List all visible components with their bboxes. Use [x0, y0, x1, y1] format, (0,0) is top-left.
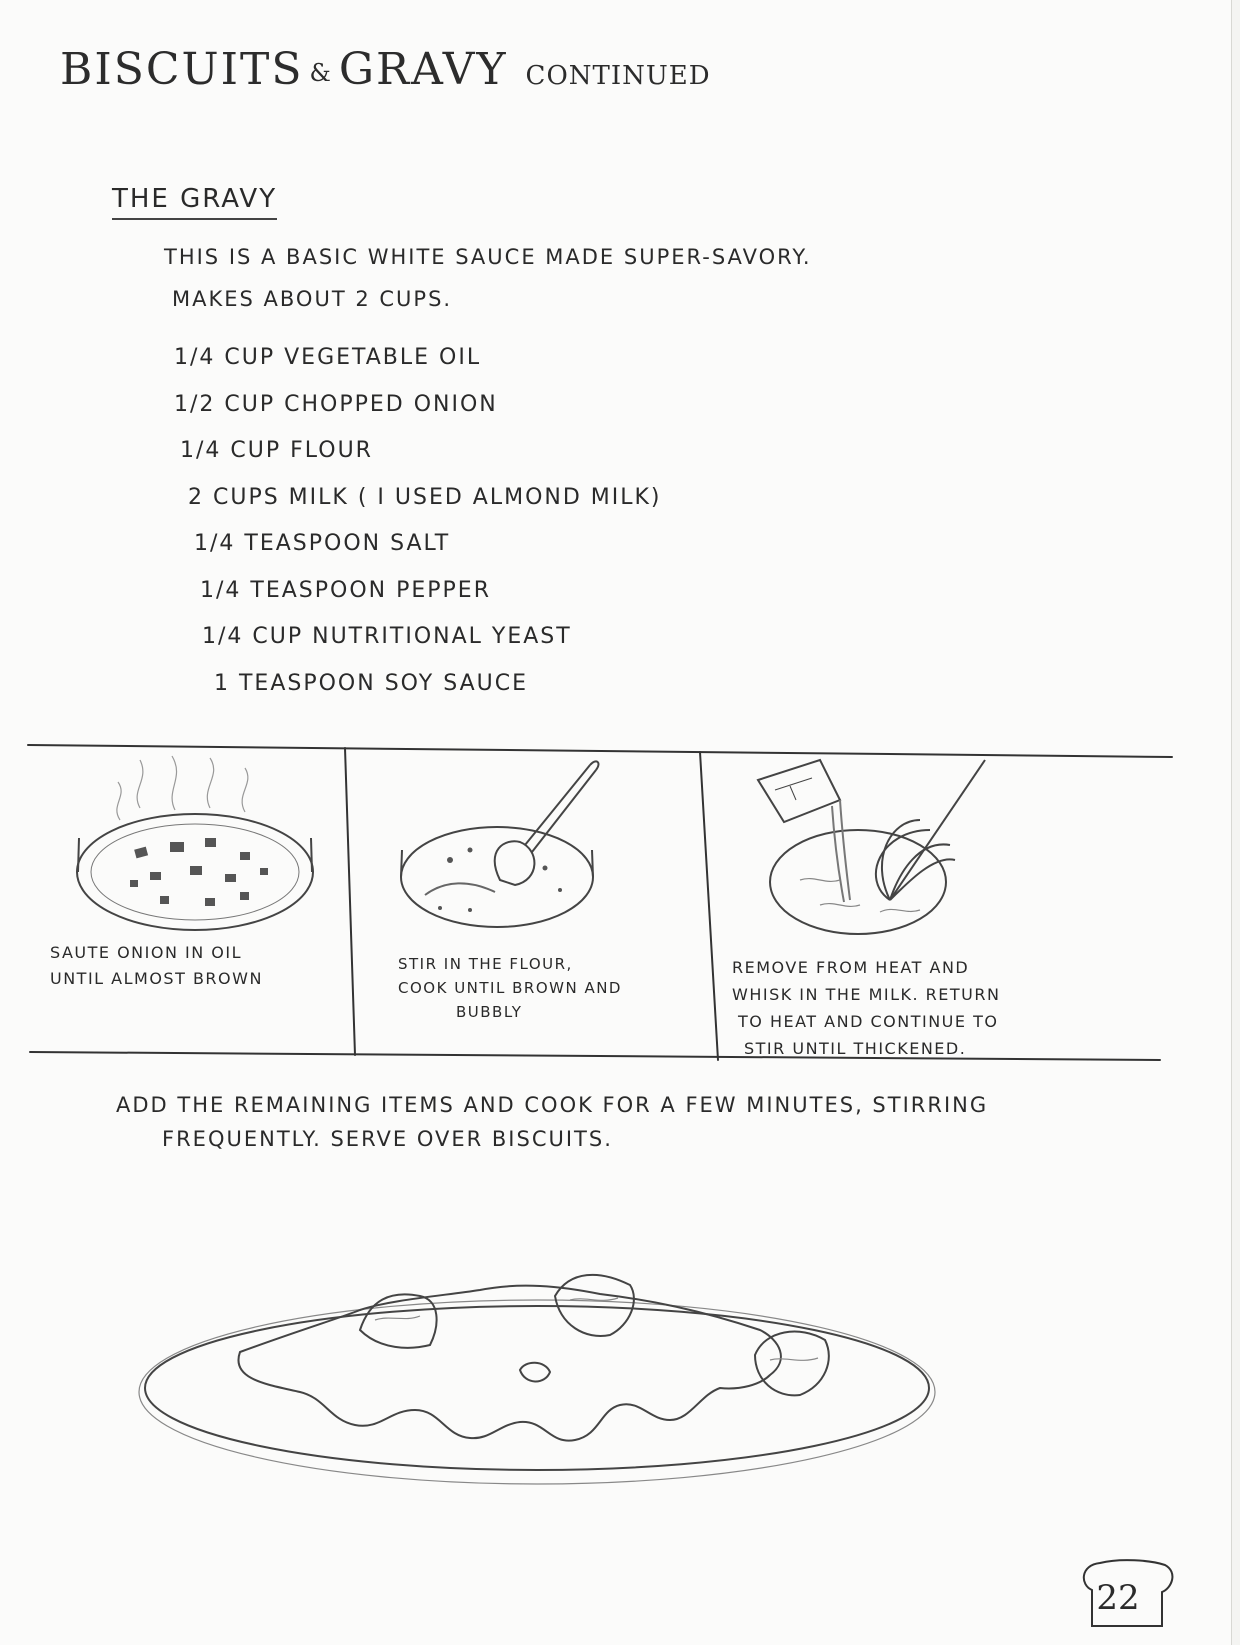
- page-number: 22: [1096, 1578, 1140, 1618]
- ingredient-item: 1/2 CUP CHOPPED ONION: [174, 391, 498, 417]
- ingredient-item: 1/4 CUP FLOUR: [180, 438, 373, 463]
- closing-line-2: FREQUENTLY. SERVE OVER BISCUITS.: [162, 1127, 613, 1151]
- step-3-caption: [732, 954, 1000, 1062]
- intro-line-1: THIS IS A BASIC WHITE SAUCE MADE SUPER-SAVORY.: [164, 245, 812, 269]
- step-2-line-2: COOK UNTIL BROWN AND: [398, 979, 622, 997]
- title-continued: CONTINUED: [525, 61, 711, 91]
- section-intro: [164, 236, 812, 320]
- section-title: THE GRAVY: [112, 184, 277, 220]
- step-1-caption: [50, 940, 263, 992]
- step-1-line-2: UNTIL ALMOST BROWN: [50, 969, 263, 988]
- flour-pan-sketch: [401, 761, 598, 927]
- title-gravy: GRAVY: [338, 44, 508, 95]
- ingredient-item: 1/4 TEASPOON SALT: [194, 531, 451, 556]
- whisk-pan-sketch: [758, 760, 985, 934]
- ingredient-item: 1/4 CUP VEGETABLE OIL: [174, 345, 482, 370]
- step-3-line-3: TO HEAT AND CONTINUE TO: [738, 1012, 999, 1031]
- step-2-caption: [398, 952, 622, 1024]
- ingredient-item: 1/4 TEASPOON PEPPER: [200, 577, 491, 603]
- biscuits-gravy-plate-sketch: [139, 1275, 935, 1484]
- step-1-line-1: SAUTE ONION IN OIL: [50, 943, 243, 962]
- ingredient-item: 2 CUPS MILK ( I USED ALMOND MILK): [188, 484, 662, 510]
- saute-pan-sketch: [77, 756, 313, 930]
- step-3-line-1: REMOVE FROM HEAT AND: [732, 958, 970, 977]
- step-2-line-1: STIR IN THE FLOUR,: [398, 955, 573, 973]
- intro-line-2: MAKES ABOUT 2 CUPS.: [172, 287, 453, 311]
- step-3-line-2: WHISK IN THE MILK. RETURN: [732, 985, 1001, 1004]
- title-biscuits: BISCUITS: [60, 44, 304, 95]
- closing-line-1: ADD THE REMAINING ITEMS AND COOK FOR A FEW MINUTES, STIRRING: [116, 1093, 989, 1117]
- page-title: [60, 44, 711, 95]
- ingredient-list: [174, 345, 662, 717]
- step-2-line-3: BUBBLY: [456, 1003, 523, 1021]
- ingredient-item: 1/4 CUP NUTRITIONAL YEAST: [202, 624, 572, 649]
- closing-instructions: [116, 1088, 988, 1156]
- step-3-line-4: STIR UNTIL THICKENED.: [744, 1039, 967, 1058]
- title-ampersand: &: [309, 58, 333, 87]
- ingredient-item: 1 TEASPOON SOY SAUCE: [214, 670, 528, 696]
